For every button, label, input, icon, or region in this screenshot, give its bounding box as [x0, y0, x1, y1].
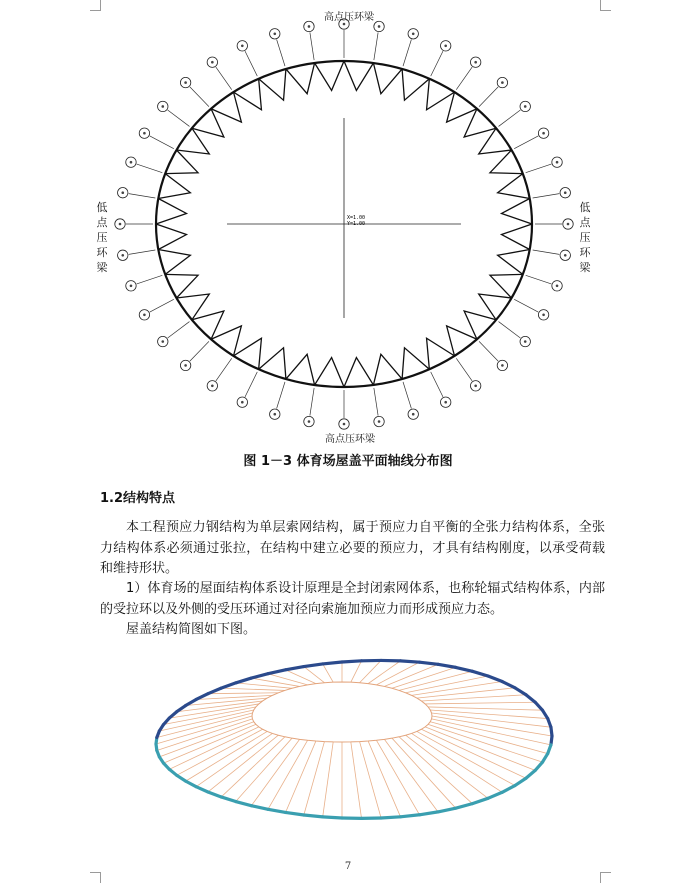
axis-bubble-mark — [130, 161, 133, 164]
outer-compression-ring — [400, 815, 419, 817]
axis-leader-line — [479, 87, 498, 107]
roof-structure-diagram — [138, 652, 558, 828]
axis-bubble-mark — [184, 364, 187, 367]
axis-distribution-diagram — [90, 0, 610, 450]
outer-compression-ring — [515, 688, 526, 695]
axis-leader-line — [526, 275, 552, 284]
radial-cable — [351, 742, 362, 819]
axis-leader-line — [277, 39, 285, 66]
axis-bubble-mark — [556, 161, 559, 164]
outer-compression-ring — [488, 792, 502, 798]
axis-leader-line — [277, 382, 285, 409]
axis-diagram-drawing — [90, 0, 610, 450]
axis-bubble-mark — [143, 132, 146, 135]
crop-mark — [600, 872, 611, 883]
axis-bubble-mark — [412, 413, 415, 416]
truss-tooth — [502, 224, 532, 249]
truss-tooth — [344, 358, 373, 387]
axis-bubble-mark — [474, 385, 477, 388]
radial-cable — [196, 733, 272, 786]
radial-cable — [368, 661, 400, 684]
center-mark-y: Y=1.00 — [347, 221, 366, 227]
outer-compression-ring — [438, 664, 456, 667]
axis-leader-line — [137, 164, 163, 173]
radial-cable — [221, 688, 285, 690]
radial-cable — [417, 731, 515, 785]
figure-caption: 图 1－3 体育场屋盖平面轴线分布图 — [243, 454, 453, 469]
outer-compression-ring — [304, 664, 323, 667]
radial-cable — [360, 660, 382, 682]
axis-leader-line — [150, 136, 174, 149]
outer-compression-ring — [208, 792, 221, 797]
axis-bubble-mark — [121, 254, 124, 257]
page-number: 7 — [344, 861, 352, 872]
axis-leader-line — [456, 67, 472, 90]
right-ring-beam-label: 低点压环梁 — [579, 201, 591, 274]
axis-leader-line — [245, 51, 257, 76]
axis-bubble-mark — [130, 285, 133, 288]
axis-leader-line — [499, 110, 521, 126]
inner-tension-ring — [252, 682, 432, 742]
radial-cable — [360, 742, 382, 818]
axis-bubble-mark — [542, 132, 545, 135]
outer-compression-ring — [526, 770, 535, 778]
outer-compression-ring — [208, 688, 221, 694]
outer-compression-ring — [420, 812, 438, 815]
axis-leader-line — [374, 32, 378, 60]
section-heading: 1.2结构特点 — [100, 491, 176, 506]
axis-bubble-mark — [524, 340, 527, 343]
axis-bubble-mark — [556, 285, 559, 288]
outer-compression-ring — [304, 815, 323, 817]
truss-tooth — [344, 61, 373, 90]
radial-cable — [432, 713, 551, 727]
axis-bubble-mark — [542, 313, 545, 316]
axis-leader-line — [190, 87, 209, 107]
axis-leader-line — [431, 372, 443, 397]
bottom-ring-beam-label: 高点压环梁 — [325, 434, 375, 445]
paragraph: 本工程预应力钢结构为单层索网结构，属于预应力自平衡的全张力结构体系，全张力结构体系必须通过张拉，在结构中建立必要的预应力，才具有结构刚度，以承受荷载和维持形状。 — [100, 520, 605, 576]
axis-bubble-mark — [241, 401, 244, 404]
axis-bubble-mark — [412, 32, 415, 35]
outer-compression-ring — [381, 817, 400, 818]
axis-leader-line — [533, 250, 560, 254]
axis-bubble-mark — [211, 61, 214, 64]
radial-cable — [268, 674, 308, 685]
outer-compression-ring — [515, 778, 526, 785]
radial-cable — [384, 664, 438, 686]
outer-compression-ring — [286, 667, 304, 670]
axis-bubble-mark — [241, 44, 244, 47]
axis-bubble-mark — [343, 423, 346, 426]
outer-compression-ring — [268, 809, 286, 812]
outer-compression-ring — [323, 817, 342, 818]
axis-bubble-mark — [524, 105, 527, 108]
outer-compression-ring — [488, 676, 502, 682]
radial-cable — [304, 667, 325, 683]
truss-tooth — [156, 199, 186, 224]
radial-cable — [428, 724, 542, 762]
axis-leader-line — [479, 341, 498, 361]
outer-compression-ring — [251, 674, 268, 678]
outer-compression-ring — [420, 662, 438, 664]
axis-leader-line — [403, 39, 411, 66]
axis-leader-line — [168, 322, 190, 338]
axis-leader-line — [499, 322, 521, 338]
axis-bubble-mark — [564, 191, 567, 194]
axis-bubble-mark — [119, 223, 122, 226]
outer-compression-ring — [236, 802, 252, 806]
outer-compression-ring — [236, 678, 252, 683]
axis-leader-line — [526, 164, 552, 173]
outer-compression-ring — [535, 762, 542, 770]
top-ring-beam-label: 高点压环梁 — [324, 12, 374, 23]
axis-bubble-mark — [343, 23, 346, 26]
axis-leader-line — [216, 358, 232, 381]
outer-compression-ring — [400, 661, 419, 662]
radial-cable — [304, 742, 325, 815]
axis-leader-line — [245, 372, 257, 397]
radial-cable — [368, 741, 400, 817]
axis-bubble-mark — [211, 385, 214, 388]
radial-cable — [286, 670, 316, 684]
outer-compression-ring — [177, 775, 186, 781]
outer-compression-ring — [438, 808, 456, 812]
axis-bubble-mark — [273, 32, 276, 35]
axis-leader-line — [374, 388, 378, 416]
axis-bubble-mark — [567, 223, 570, 226]
crop-mark — [90, 872, 101, 883]
left-ring-beam-label: 低点压环梁 — [96, 201, 108, 274]
axis-leader-line — [533, 194, 560, 198]
radial-cable — [425, 702, 535, 704]
radial-cable — [323, 664, 333, 682]
truss-tooth — [315, 358, 344, 387]
axis-bubble-mark — [273, 413, 276, 416]
axis-bubble-mark — [444, 401, 447, 404]
radial-cable — [432, 719, 551, 745]
axis-bubble-mark — [564, 254, 567, 257]
axis-bubble-mark — [474, 61, 477, 64]
outer-compression-ring — [502, 682, 515, 688]
axis-leader-line — [456, 358, 472, 381]
axis-bubble-mark — [444, 44, 447, 47]
axis-leader-line — [216, 67, 232, 90]
axis-leader-line — [190, 341, 209, 361]
radial-cable — [399, 737, 472, 804]
radial-cable — [428, 707, 542, 710]
radial-cable — [412, 733, 503, 792]
paragraph: 屋盖结构简图如下图。 — [126, 622, 257, 637]
axis-bubble-mark — [143, 313, 146, 316]
outer-compression-ring — [221, 683, 235, 688]
axis-leader-line — [310, 388, 314, 416]
axis-leader-line — [310, 32, 314, 60]
outer-compression-ring — [456, 804, 473, 809]
axis-leader-line — [168, 110, 190, 126]
axis-bubble-mark — [184, 81, 187, 84]
axis-bubble-mark — [501, 364, 504, 367]
truss-tooth — [156, 224, 186, 249]
paragraph: 1）体育场的屋面结构体系设计原理是全封闭索网体系，也称轮辐式结构体系，内部的受拉环以及外侧的受压环通过对径向索施加预应力而形成预应力态。 — [100, 581, 605, 617]
outer-compression-ring — [221, 797, 235, 802]
outer-compression-ring — [526, 695, 535, 702]
truss-tooth — [315, 61, 344, 90]
outer-compression-ring — [286, 812, 304, 815]
axis-bubble-mark — [161, 105, 164, 108]
axis-leader-line — [129, 194, 156, 198]
axis-leader-line — [403, 382, 411, 409]
outer-compression-ring — [196, 787, 208, 792]
outer-compression-ring — [502, 786, 515, 793]
axis-leader-line — [431, 51, 443, 76]
axis-leader-line — [514, 136, 538, 149]
axis-bubble-mark — [378, 25, 381, 28]
radial-cable — [430, 710, 547, 719]
outer-compression-ring — [472, 671, 488, 676]
center-mark-x: X=1.00 — [347, 215, 366, 221]
radial-cable — [236, 738, 292, 801]
radial-cable — [323, 742, 333, 817]
axis-bubble-mark — [378, 420, 381, 423]
outer-compression-ring — [268, 670, 286, 674]
axis-bubble-mark — [501, 81, 504, 84]
radial-cable — [186, 731, 268, 781]
outer-compression-ring — [323, 662, 342, 664]
outer-compression-ring — [472, 798, 488, 803]
axis-leader-line — [137, 275, 163, 284]
outer-compression-ring — [251, 806, 268, 810]
axis-leader-line — [129, 250, 156, 254]
radial-cable — [221, 737, 285, 797]
radial-cable — [432, 716, 552, 736]
axis-bubble-mark — [308, 420, 311, 423]
outer-compression-ring — [551, 727, 552, 736]
outer-compression-ring — [186, 781, 196, 787]
roof-structure-drawing — [138, 652, 558, 828]
axis-bubble-mark — [161, 340, 164, 343]
axis-bubble-mark — [121, 191, 124, 194]
outer-compression-ring — [456, 667, 473, 671]
radial-cable — [351, 661, 362, 682]
truss-tooth — [502, 199, 532, 224]
outer-compression-ring — [342, 661, 362, 662]
radial-cable — [208, 693, 278, 694]
axis-leader-line — [150, 299, 174, 312]
radial-cable — [425, 727, 535, 771]
axis-bubble-mark — [308, 25, 311, 28]
outer-compression-ring — [535, 702, 542, 710]
axis-leader-line — [514, 299, 538, 312]
